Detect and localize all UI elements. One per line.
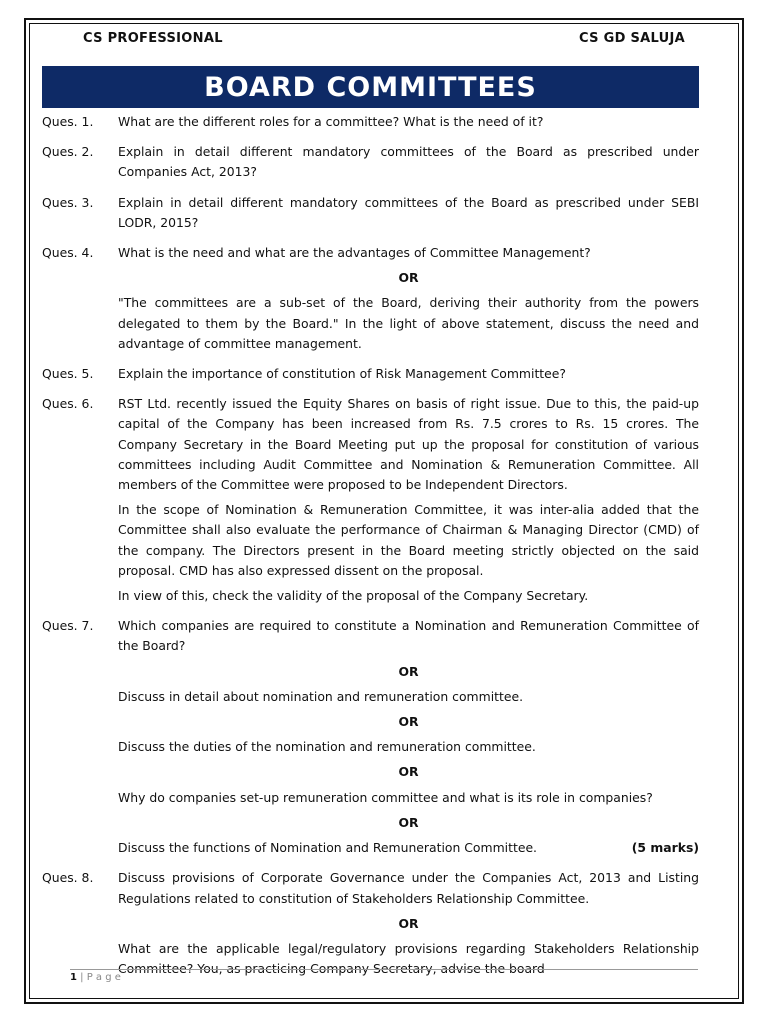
question-1	[42, 112, 699, 137]
question-number: Ques. 8.	[42, 870, 94, 886]
marks-label: (5 marks)	[631, 840, 699, 856]
question-text: What are the different roles for a committee? What is the need of it?	[118, 114, 544, 129]
question-alt-line	[118, 838, 699, 858]
page-number: 1	[70, 972, 77, 983]
question-2	[42, 142, 699, 187]
question-4	[42, 243, 699, 359]
question-alt-text: Why do companies set-up remuneration committee and what is its role in companies?	[118, 789, 653, 805]
question-text: What is the need and what are the advantages of Committee Management?	[118, 245, 591, 261]
question-7	[42, 616, 699, 863]
question-alt-text: "The committees are a sub-set of the Board, deriving their authority from the powers delegated to them by the Board." In the light of above statement, discuss the need and advantage of committee management.	[118, 295, 699, 351]
question-text: RST Ltd. recently issued the Equity Shares on basis of right issue. Due to this, the paid-up capital of the Company has been increased from Rs. 7.5 crores to Rs. 15 crores. The Company Secretary in the Board Meeting put up the proposal for constitution of various committees including Audit Committee and Nomination & Remuneration Committee. All members of the Committee were proposed to be Independent Directors.	[118, 396, 699, 493]
question-text: In view of this, check the validity of the proposal of the Company Secretary.	[118, 588, 589, 604]
page-header	[83, 31, 685, 46]
or-separator: OR	[398, 764, 419, 780]
question-list	[42, 112, 699, 989]
title-banner	[42, 66, 699, 108]
question-text: Explain the importance of constitution of Risk Management Committee?	[118, 366, 566, 382]
question-text: Discuss provisions of Corporate Governance under the Companies Act, 2013 and Listing Regulations related to constitution of Stakeholders Relationship Committee.	[118, 870, 699, 906]
question-5	[42, 364, 699, 389]
question-number: Ques. 1.	[42, 114, 94, 129]
question-8	[42, 868, 699, 984]
question-number: Ques. 5.	[42, 366, 94, 382]
or-separator: OR	[398, 714, 419, 730]
question-text: Explain in detail different mandatory committees of the Board as prescribed under SEBI LODR, 2015?	[118, 194, 699, 230]
question-number: Ques. 6.	[42, 396, 94, 412]
or-separator: OR	[398, 915, 419, 931]
question-number: Ques. 3.	[42, 194, 94, 210]
question-number: Ques. 2.	[42, 144, 94, 160]
question-text: In the scope of Nomination & Remuneration Committee, it was inter-alia added that the Committee shall also evaluate the performance of Chairman & Managing Director (CMD) of the company. The Directors present in the Board meeting strictly objected on the said proposal. CMD has also expressed dissent on the proposal.	[118, 502, 699, 578]
question-alt-text: Discuss in detail about nomination and remuneration committee.	[118, 688, 524, 704]
header-right: CS GD SALUJA	[579, 31, 685, 46]
or-separator: OR	[398, 814, 419, 830]
question-alt-text: Discuss the duties of the nomination and remuneration committee.	[118, 739, 536, 755]
page-label: | P a g e	[80, 972, 121, 983]
or-separator: OR	[398, 663, 419, 679]
or-separator: OR	[398, 270, 419, 286]
header-left: CS PROFESSIONAL	[83, 31, 223, 46]
page-title: BOARD COMMITTEES	[204, 71, 537, 103]
question-alt-text: What are the applicable legal/regulatory provisions regarding Stakeholders Relationship Committee? You, as practicing Company Secretary, advise the board	[118, 940, 699, 977]
page-footer	[70, 969, 698, 983]
question-alt-text: Discuss the functions of Nomination and Remuneration Committee.	[118, 840, 538, 856]
question-number: Ques. 4.	[42, 245, 94, 261]
question-text: Which companies are required to constitute a Nomination and Remuneration Committee of the Board?	[118, 618, 699, 654]
question-number: Ques. 7.	[42, 618, 94, 634]
question-text: Explain in detail different mandatory committees of the Board as prescribed under Companies Act, 2013?	[118, 144, 699, 180]
question-3	[42, 193, 699, 238]
question-6	[42, 394, 699, 611]
